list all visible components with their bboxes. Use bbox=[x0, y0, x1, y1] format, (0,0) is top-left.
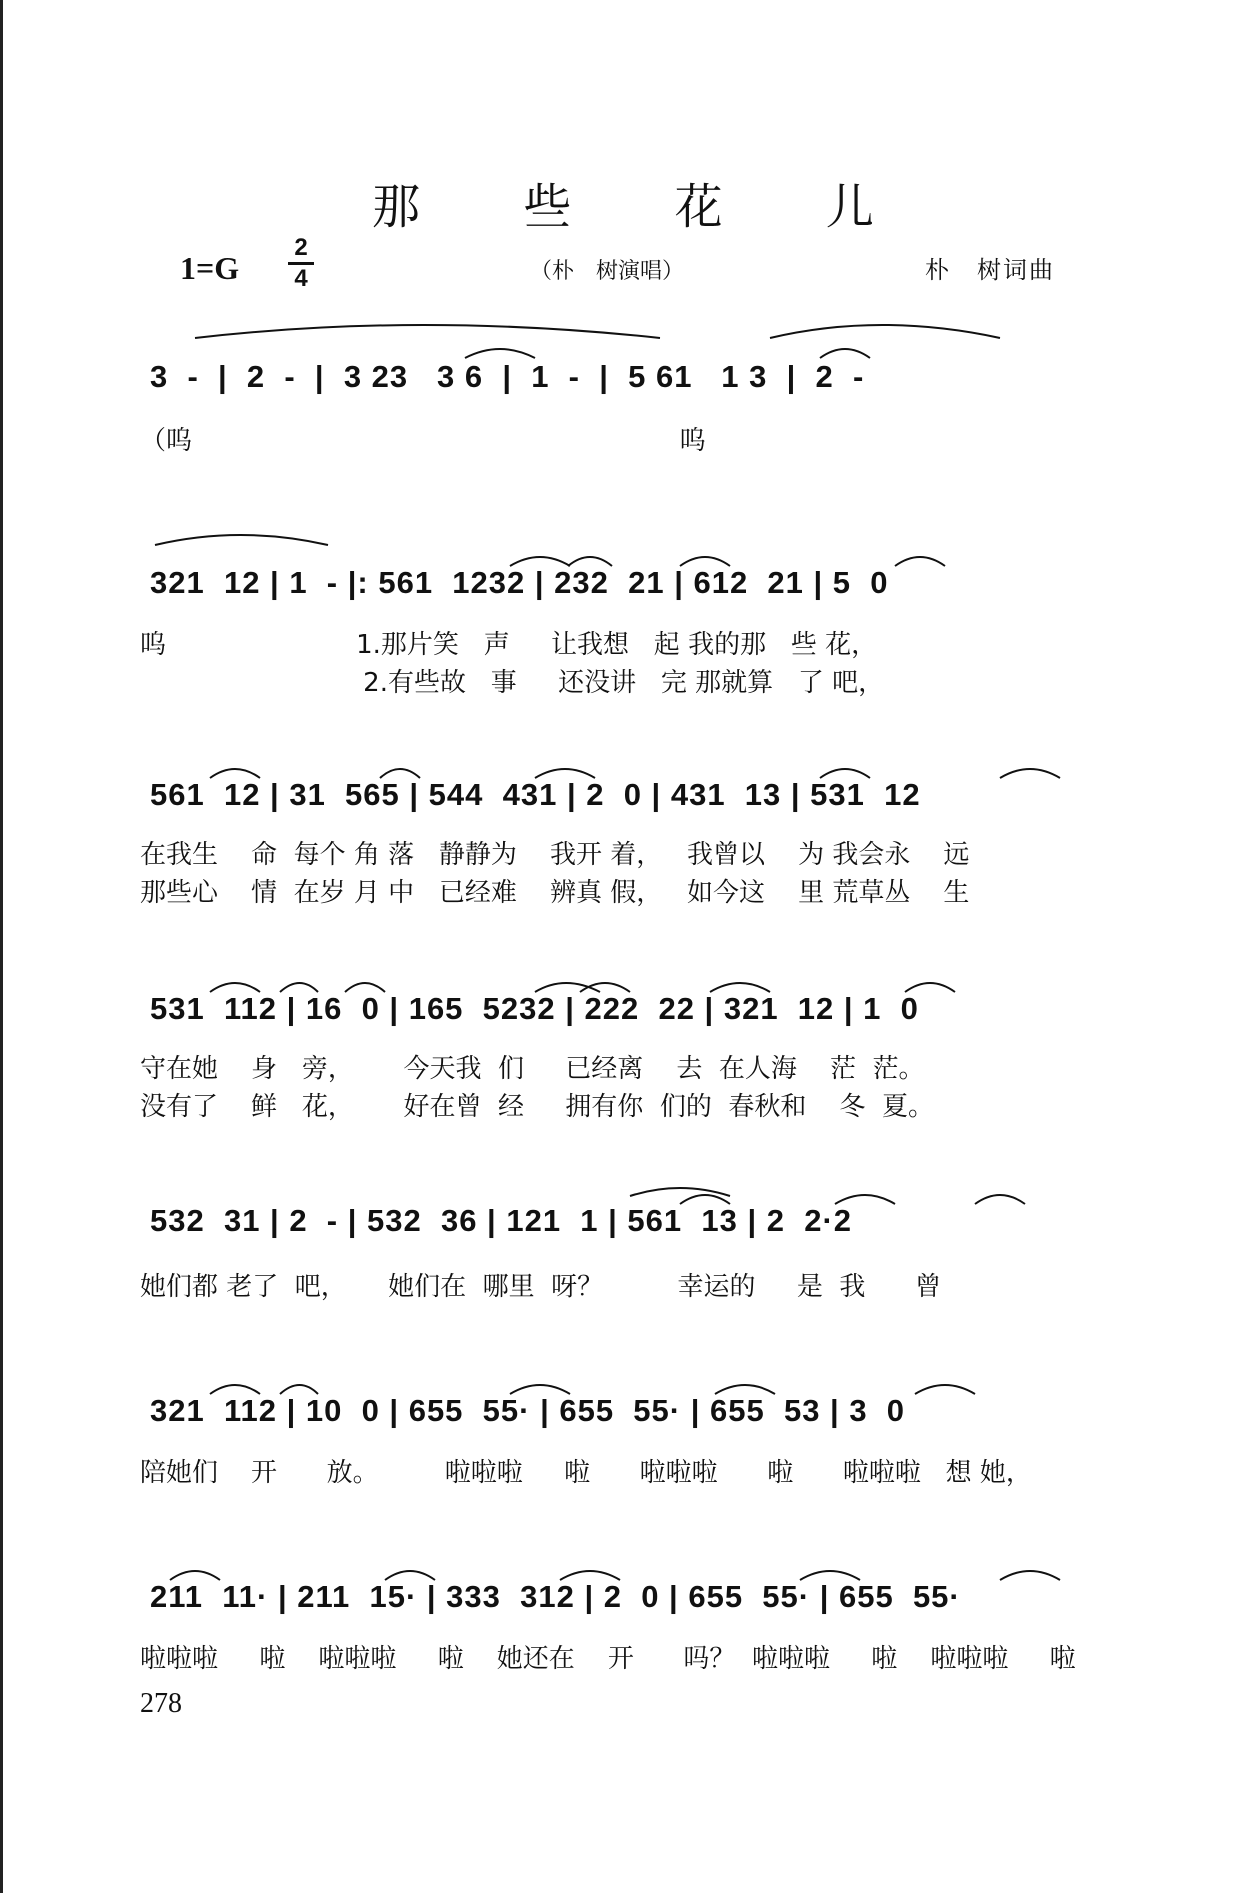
slur-mark bbox=[715, 1385, 775, 1394]
slur-mark bbox=[195, 325, 660, 338]
notation-line-3: 561 12 | 31 565 | 544 431 | 2 0 | 431 13 | 531 12 bbox=[150, 777, 921, 812]
time-signature-bottom: 4 bbox=[294, 265, 308, 292]
lyric-line-1: （呜 呜 bbox=[140, 426, 706, 456]
notation-line-2: 321 12 | 1 - |: 561 1232 | 232 21 | 612 21 | 5 0 bbox=[150, 565, 889, 600]
slur-mark bbox=[385, 1571, 435, 1580]
slur-mark bbox=[560, 1571, 620, 1580]
notation-line-5: 532 31 | 2 - | 532 36 | 121 1 | 561 13 | 2 2·2 bbox=[150, 1203, 853, 1238]
slur-mark bbox=[710, 983, 770, 992]
slur-mark bbox=[210, 1385, 260, 1394]
song-title: 那 些 花 儿 bbox=[372, 179, 918, 235]
slur-mark bbox=[280, 983, 318, 992]
slur-mark bbox=[680, 1195, 730, 1204]
slur-mark bbox=[1000, 769, 1060, 778]
lyric-line-5: 她们都 老了 吧， 她们在 哪里 呀？ 幸运的 是 我 曾 bbox=[140, 1272, 941, 1302]
lyric-line-4a: 守在她 身 旁， 今天我 们 已经离 去 在人海 茫 茫。 bbox=[140, 1054, 925, 1084]
lyric-line-2a: 呜 1.那片笑 声 让我想 起 我的那 些 花， bbox=[140, 630, 878, 660]
slur-mark bbox=[210, 769, 260, 778]
page-number: 278 bbox=[140, 1688, 182, 1719]
notation-line-4: 531 112 | 16 0 | 165 5232 | 222 22 | 321 12 | 1 0 bbox=[150, 991, 919, 1026]
slur-mark bbox=[915, 1385, 975, 1394]
lyric-line-3b: 那些心 情 在岁 月 中 已经难 辨真 假， 如今这 里 荒草丛 生 bbox=[140, 878, 970, 908]
notation-line-6: 321 112 | 10 0 | 655 55· | 655 55· | 655 53 | 3 0 bbox=[150, 1393, 906, 1428]
slur-mark bbox=[975, 1195, 1025, 1204]
time-signature-top: 2 bbox=[294, 234, 308, 261]
notation-line-7: 211 11· | 211 15· | 333 312 | 2 0 | 655 55· | 655 55· bbox=[150, 1579, 961, 1614]
lyric-line-2b: 2.有些故 事 还没讲 完 那就算 了 吧， bbox=[140, 668, 885, 698]
lyric-line-6: 陪她们 开 放。 啦啦啦 啦 啦啦啦 啦 啦啦啦 想 她， bbox=[140, 1458, 1032, 1488]
slur-mark bbox=[630, 1188, 730, 1196]
slur-mark bbox=[820, 349, 870, 358]
slur-mark bbox=[345, 983, 385, 992]
performer-credit: （朴 树演唱） bbox=[530, 259, 685, 284]
slur-mark bbox=[905, 983, 955, 992]
slur-mark bbox=[535, 769, 595, 778]
slur-mark bbox=[535, 983, 600, 992]
key-signature: 1=G bbox=[180, 250, 240, 286]
slur-mark bbox=[465, 349, 535, 358]
slur-mark bbox=[510, 1385, 570, 1394]
lyricist-composer-credit: 朴 树词曲 bbox=[925, 256, 1055, 284]
slur-mark bbox=[580, 983, 630, 992]
slur-mark bbox=[895, 557, 945, 566]
slur-mark bbox=[835, 1195, 895, 1204]
slur-mark bbox=[1000, 1571, 1060, 1580]
slur-mark bbox=[568, 557, 612, 566]
slur-mark bbox=[170, 1571, 220, 1580]
lyric-line-4b: 没有了 鲜 花， 好在曾 经 拥有你 们的 春秋和 冬 夏。 bbox=[140, 1092, 934, 1122]
slur-mark bbox=[155, 535, 328, 545]
slur-mark bbox=[280, 1385, 318, 1394]
slur-mark bbox=[800, 1571, 860, 1580]
lyric-line-3a: 在我生 命 每个 角 落 静静为 我开 着， 我曾以 为 我会永 远 bbox=[140, 840, 970, 870]
slur-mark bbox=[770, 325, 1000, 338]
slur-mark bbox=[820, 769, 870, 778]
notation-line-1: 3 - | 2 - | 3 23 3 6 | 1 - | 5 61 1 3 | 2 - bbox=[150, 359, 865, 394]
lyric-line-7: 啦啦啦 啦 啦啦啦 啦 她还在 开 吗？ 啦啦啦 啦 啦啦啦 啦 bbox=[140, 1644, 1076, 1674]
slur-mark bbox=[210, 983, 260, 992]
slur-mark bbox=[680, 557, 730, 566]
slur-mark bbox=[380, 769, 420, 778]
slur-mark bbox=[510, 557, 570, 566]
